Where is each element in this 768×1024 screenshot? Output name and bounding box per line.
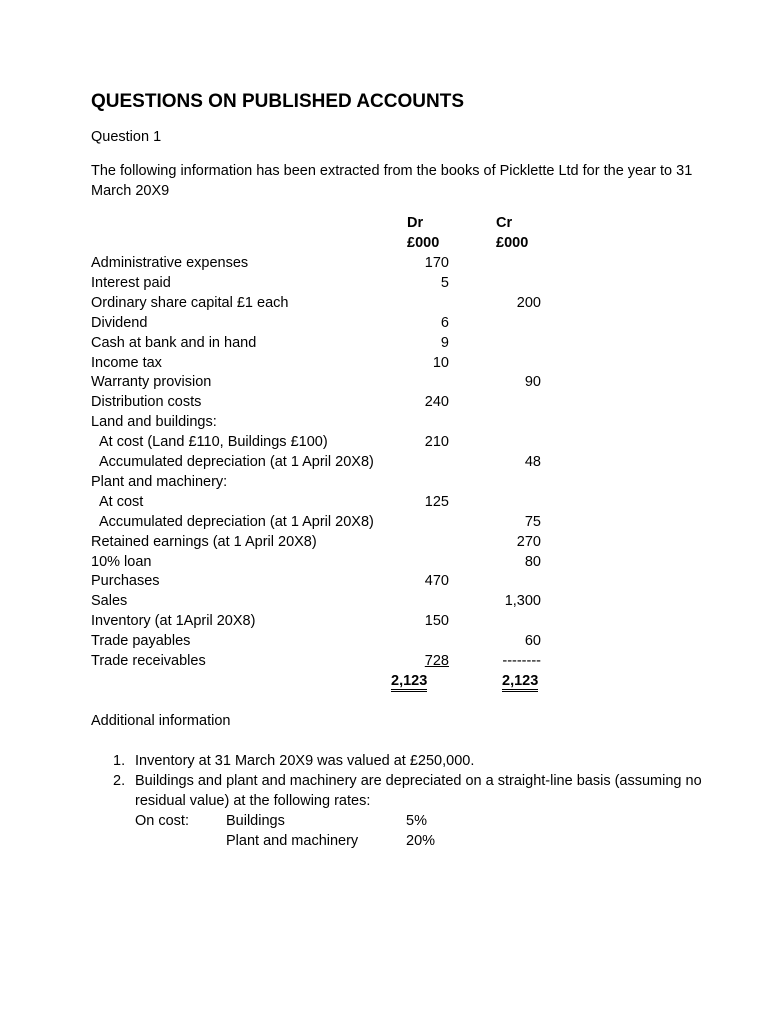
- dr-unit: £000: [407, 235, 440, 251]
- row-label: Land and buildings:: [91, 414, 217, 430]
- column-header-row: [91, 213, 551, 233]
- row-label: Ordinary share capital £1 each: [91, 295, 289, 311]
- table-row: [91, 432, 551, 452]
- row-label: Trade receivables: [91, 653, 206, 669]
- table-row: [91, 253, 551, 273]
- table-row: [91, 293, 551, 313]
- row-label: Trade payables: [91, 633, 191, 649]
- plant-label: Plant and machinery: [226, 833, 359, 849]
- row-label: Cash at bank and in hand: [91, 335, 257, 351]
- cr-header: Cr: [496, 215, 513, 231]
- row-cr-value: 270: [516, 534, 541, 550]
- row-cr-value: 75: [524, 514, 541, 530]
- row-cr-value: 48: [524, 454, 541, 470]
- table-row: [91, 472, 551, 492]
- row-label: Dividend: [91, 315, 148, 331]
- table-row: [91, 273, 551, 293]
- page-title: QUESTIONS ON PUBLISHED ACCOUNTS: [91, 91, 464, 112]
- table-row: [91, 412, 551, 432]
- row-label: Distribution costs: [91, 394, 202, 410]
- row-dr-value: 6: [440, 315, 449, 331]
- table-row: [91, 571, 551, 591]
- on-cost-label: On cost:: [135, 813, 189, 829]
- row-dr-value: 9: [440, 335, 449, 351]
- row-label: Administrative expenses: [91, 255, 249, 271]
- question-heading: Question 1: [91, 129, 162, 145]
- row-label: Warranty provision: [91, 374, 212, 390]
- row-dr-value: 5: [440, 275, 449, 291]
- buildings-label: Buildings: [226, 813, 285, 829]
- table-row: [91, 492, 551, 512]
- cr-total: 2,123: [502, 673, 538, 692]
- row-cr-value: --------: [502, 653, 541, 669]
- row-dr-value: 470: [424, 573, 449, 589]
- row-label: Purchases: [91, 573, 160, 589]
- row-label: At cost (Land £110, Buildings £100): [99, 434, 328, 450]
- totals-row: [91, 671, 551, 691]
- row-cr-value: 200: [516, 295, 541, 311]
- row-cr-value: 90: [524, 374, 541, 390]
- table-row: [91, 392, 551, 412]
- info-item-2: [113, 771, 723, 811]
- info-item-number: 1.: [113, 753, 126, 769]
- row-label: Interest paid: [91, 275, 171, 291]
- row-label: Accumulated depreciation (at 1 April 20X8): [99, 514, 374, 530]
- table-row: [91, 532, 551, 552]
- dr-header: Dr: [407, 215, 424, 231]
- unit-header-row: [91, 233, 551, 253]
- table-row: [91, 651, 551, 671]
- row-dr-value: 210: [424, 434, 449, 450]
- table-row: [91, 372, 551, 392]
- row-label: At cost: [99, 494, 144, 510]
- row-label: Plant and machinery:: [91, 474, 228, 490]
- info-item-text: Buildings and plant and machinery are depreciated on a straight-line basis (assuming no residual value) at the following rates:: [135, 773, 702, 809]
- info-item-1: [113, 751, 723, 771]
- info-item-text: Inventory at 31 March 20X9 was valued at £250,000.: [135, 753, 475, 769]
- table-row: [91, 353, 551, 373]
- table-row: [91, 631, 551, 651]
- row-dr-value: 125: [424, 494, 449, 510]
- table-row: [91, 591, 551, 611]
- additional-info-heading: Additional information: [91, 713, 231, 729]
- row-label: Inventory (at 1April 20X8): [91, 613, 256, 629]
- row-dr-value: 728: [424, 653, 449, 669]
- row-label: Retained earnings (at 1 April 20X8): [91, 534, 317, 550]
- table-row: [91, 452, 551, 472]
- table-row: [91, 611, 551, 631]
- row-dr-value: 170: [424, 255, 449, 271]
- plant-rate: 20%: [406, 833, 436, 849]
- info-item-number: 2.: [113, 773, 126, 789]
- table-row: [91, 313, 551, 333]
- buildings-rate: 5%: [406, 813, 427, 829]
- row-cr-value: 80: [524, 554, 541, 570]
- row-dr-value: 10: [432, 355, 449, 371]
- dr-total: 2,123: [391, 673, 427, 692]
- row-dr-value: 240: [424, 394, 449, 410]
- table-row: [91, 333, 551, 353]
- table-row: [91, 552, 551, 572]
- table-row: [91, 512, 551, 532]
- row-label: Sales: [91, 593, 128, 609]
- row-label: Income tax: [91, 355, 162, 371]
- row-dr-value: 150: [424, 613, 449, 629]
- intro-paragraph: The following information has been extracted from the books of Picklette Ltd for the year to 31 March 20X9: [91, 163, 693, 199]
- cr-unit: £000: [496, 235, 529, 251]
- row-cr-value: 60: [524, 633, 541, 649]
- row-label: Accumulated depreciation (at 1 April 20X8): [99, 454, 374, 470]
- depreciation-rates: [0, 811, 768, 851]
- row-cr-value: 1,300: [504, 593, 541, 609]
- row-label: 10% loan: [91, 554, 152, 570]
